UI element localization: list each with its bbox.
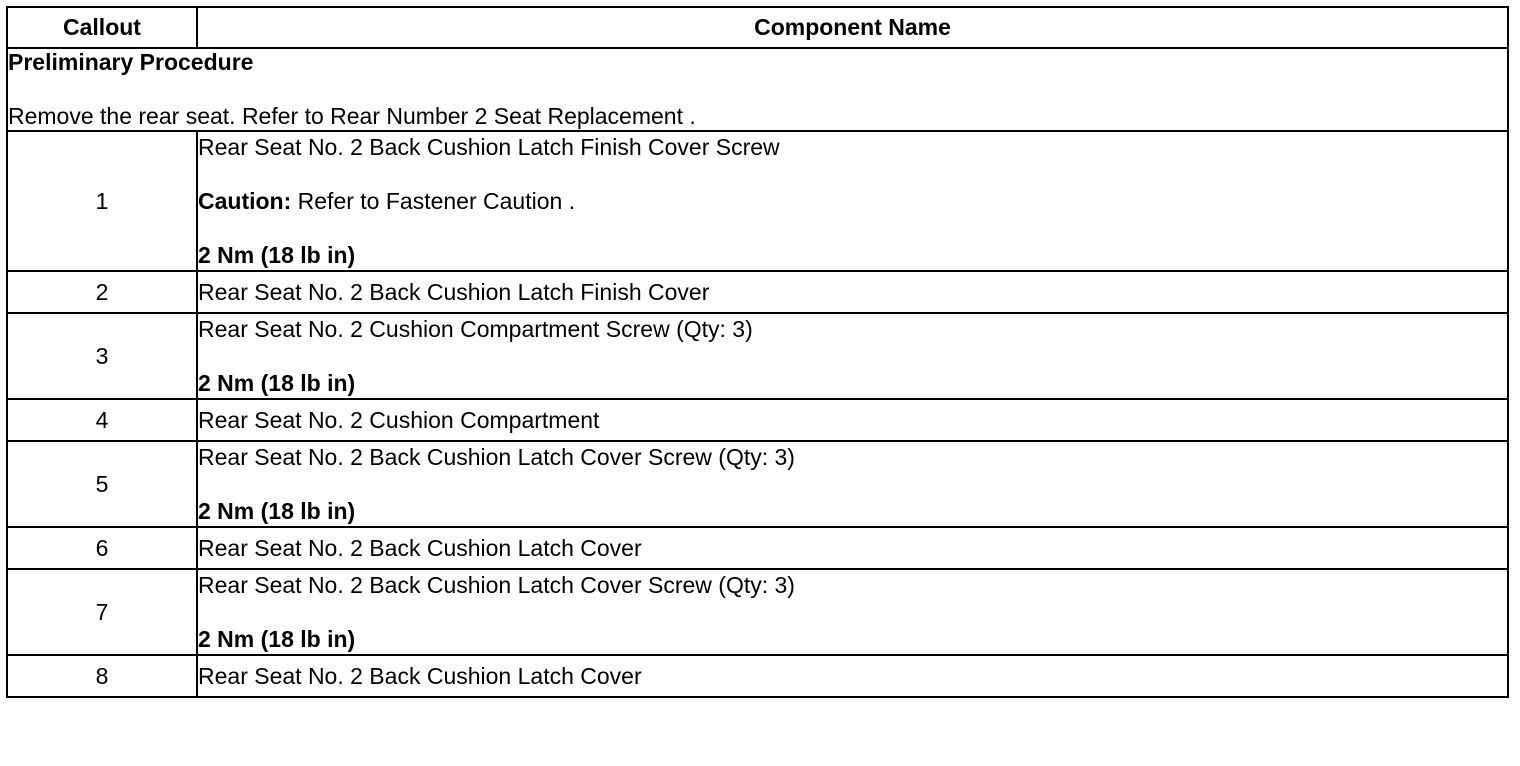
table-header-row: [7, 7, 1508, 48]
table-row: [7, 131, 1508, 271]
component-name: Rear Seat No. 2 Cushion Compartment Screw (Qty: 3): [198, 316, 753, 342]
table-row: [7, 441, 1508, 527]
component-cell: [197, 271, 1508, 313]
component-name: Rear Seat No. 2 Cushion Compartment: [198, 407, 600, 433]
column-header-callout: Callout: [7, 7, 197, 48]
callout-number: 3: [7, 313, 197, 399]
preliminary-procedure-title: Preliminary Procedure: [8, 49, 254, 75]
component-cell: [197, 313, 1508, 399]
torque-spec: 2 Nm (18 lb in): [198, 242, 356, 268]
table-row: [7, 655, 1508, 697]
table-row: [7, 399, 1508, 441]
callout-number: 1: [7, 131, 197, 271]
caution-note: [198, 186, 1507, 216]
callout-number: 2: [7, 271, 197, 313]
component-name: Rear Seat No. 2 Back Cushion Latch Cover: [198, 663, 642, 689]
table-row: [7, 271, 1508, 313]
component-name: Rear Seat No. 2 Back Cushion Latch Finish Cover Screw: [198, 134, 780, 160]
component-cell: [197, 131, 1508, 271]
component-name: Rear Seat No. 2 Back Cushion Latch Cover Screw (Qty: 3): [198, 444, 795, 470]
callout-number: 7: [7, 569, 197, 655]
callout-table: [6, 6, 1509, 698]
component-cell: [197, 399, 1508, 441]
component-name: Rear Seat No. 2 Back Cushion Latch Cover: [198, 535, 642, 561]
component-name: Rear Seat No. 2 Back Cushion Latch Finish Cover: [198, 279, 710, 305]
callout-number: 8: [7, 655, 197, 697]
component-cell: [197, 441, 1508, 527]
table-row: [7, 527, 1508, 569]
callout-number: 5: [7, 441, 197, 527]
component-name: Rear Seat No. 2 Back Cushion Latch Cover Screw (Qty: 3): [198, 572, 795, 598]
callout-number: 4: [7, 399, 197, 441]
preliminary-procedure-text: Remove the rear seat. Refer to Rear Number 2 Seat Replacement .: [8, 103, 696, 129]
torque-spec: 2 Nm (18 lb in): [198, 370, 356, 396]
component-cell: [197, 527, 1508, 569]
component-cell: [197, 655, 1508, 697]
caution-label: Caution:: [198, 188, 292, 214]
preliminary-procedure-row: [7, 48, 1508, 131]
callout-number: 6: [7, 527, 197, 569]
column-header-component-name: Component Name: [197, 7, 1508, 48]
table-row: [7, 569, 1508, 655]
component-cell: [197, 569, 1508, 655]
torque-spec: 2 Nm (18 lb in): [198, 498, 356, 524]
caution-text: Refer to Fastener Caution .: [291, 188, 576, 214]
preliminary-procedure-cell: [7, 48, 1508, 131]
torque-spec: 2 Nm (18 lb in): [198, 626, 356, 652]
table-row: [7, 313, 1508, 399]
